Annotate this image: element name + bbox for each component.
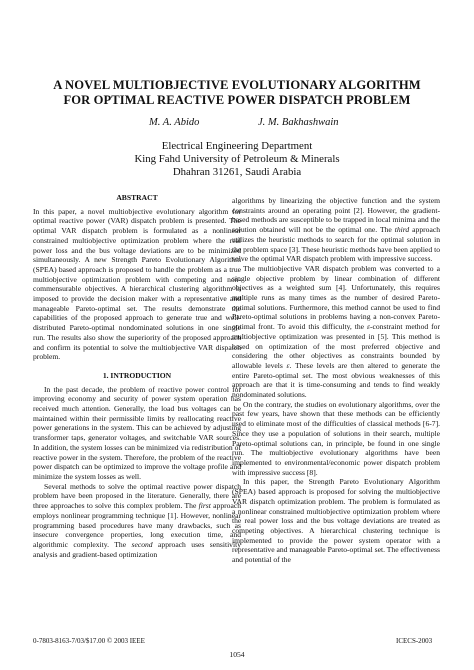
left-column	[33, 193, 241, 559]
footer-conference: ICECS-2003	[396, 637, 433, 645]
affiliation-university: King Fahd University of Petroleum & Minerals	[134, 153, 340, 165]
paper-title	[0, 78, 474, 108]
affiliation	[0, 140, 474, 179]
affiliation-address: Dhahran 31261, Saudi Arabia	[172, 166, 302, 178]
affiliation-department: Electrical Engineering Department	[161, 140, 313, 152]
title-line-1: A NOVEL MULTIOBJECTIVE EVOLUTIONARY ALGORITHM	[53, 78, 421, 92]
abstract-text: In this paper, a novel multiobjective evolutionary algorithm for optimal reactive power (VAR) dispatch problem is presented. The optimal VAR dispatch problem is formulated as a nonlinear constrained multiobjective optimization problem where the real power loss and the bus voltage deviations are to be minimized simultaneously. A new Strength Pareto Evolutionary Algorithm (SPEA) based approach is proposed to handle the problem as a true multiobjective optimization problem with competing and non-commensurable objectives. A hierarchical clustering algorithm is imposed to provide the decision maker with a representative and manageable Pareto-optimal set. The results demonstrate the capabilities of the proposed approach to generate true and well-distributed Pareto-optimal nondominated solutions in one single run. The results also show the superiority of the proposed approach and confirm its potential to solve the multiobjective VAR dispatch problem.	[33, 206, 241, 362]
intro-paragraph-1: In the past decade, the problem of reactive power control for improving economy and security of power system operation has received much attention. Generally, the load bus voltages can be maintained within their permissible limits by reallocating reactive power generations in the system. This can be achieved by adjusting transformer taps, generator voltages, and switchable VAR sources. In addition, the system losses can be minimized via redistribution of reactive power in the system. Therefore, the problem of the reactive power dispatch can be optimized to improve the voltage profile and minimize the system losses as well.	[33, 384, 241, 481]
page-number: 1054	[229, 650, 245, 659]
footer-copyright: 0-7803-8163-7/03/$17.00 © 2003 IEEE	[33, 637, 145, 645]
title-line-2: FOR OPTIMAL REACTIVE POWER DISPATCH PROBLEM	[63, 93, 411, 107]
right-paragraph-3: On the contrary, the studies on evolutionary algorithms, over the past few years, have shown that these methods can be efficiently used to eliminate most of the difficulties of classical methods [6-7]. Since they use a population of solutions in their search, multiple Pareto-optimal solutions can, in principle, be found in one single run. The multiobjective evolutionary algorithms have been implemented to environmental/economic power dispatch problem with impressive success [8].	[232, 399, 440, 477]
right-paragraph-1: algorithms by linearizing the objective function and the system constraints around an operating point [2]. However, the gradient-based methods are susceptible to be trapped in local minima and the solution obtained will not be the optimal one. The third approach utilizes the heuristic methods to search for the optimal solution in the problem space [3]. These heuristic methods have been applied to solve the optimal VAR dispatch problem with impressive success.	[232, 196, 440, 264]
introduction-heading: 1. INTRODUCTION	[102, 370, 172, 380]
right-paragraph-2: The multiobjective VAR dispatch problem was converted to a single objective problem by linear combination of different objectives as a weighted sum [4]. Unfortunately, this requires multiple runs as many times as the number of desired Pareto-optimal solutions. Furthermore, this method cannot be used to find Pareto-optimal solutions in problems having a non-convex Pareto-optimal front. To avoid this difficulty, the ε-constraint method for multiobjective optimization was presented in [5]. This method is based on optimization of the most preferred objective and considering the other objectives as constraints bounded by allowable levels ε. These levels are then altered to generate the entire Pareto-optimal set. The most obvious weaknesses of this approach are that it is time-consuming and tends to find weakly nondominated solutions.	[232, 263, 441, 400]
abstract-heading: ABSTRACT	[116, 193, 158, 202]
author-1: M. A. Abido	[149, 117, 200, 128]
right-column	[232, 196, 440, 565]
right-paragraph-4: In this paper, the Strength Pareto Evolutionary Algorithm (SPEA) based approach is proposed for solving the multiobjective VAR dispatch optimization problem. The problem is formulated as a nonlinear constrained multiobjective optimization problem where the real power loss and the bus voltage deviations are treated as competing objectives. A hierarchical clustering technique is implemented to provide the power system operator with a representative and manageable Pareto-optimal set. The effectiveness and potential of the	[232, 477, 440, 565]
intro-paragraph-2: Several methods to solve the optimal reactive power dispatch problem have been proposed in the literature. Generally, there are three approaches to solve this complex problem. The first approach employs nonlinear programming technique [1]. However, nonlinear programming based procedures have many drawbacks, such as insecure convergence properties, long execution time, and algorithmic complexity. The second approach uses sensitivity analysis and gradient-based optimization	[33, 481, 241, 559]
author-2: J. M. Bakhashwain	[258, 117, 339, 128]
